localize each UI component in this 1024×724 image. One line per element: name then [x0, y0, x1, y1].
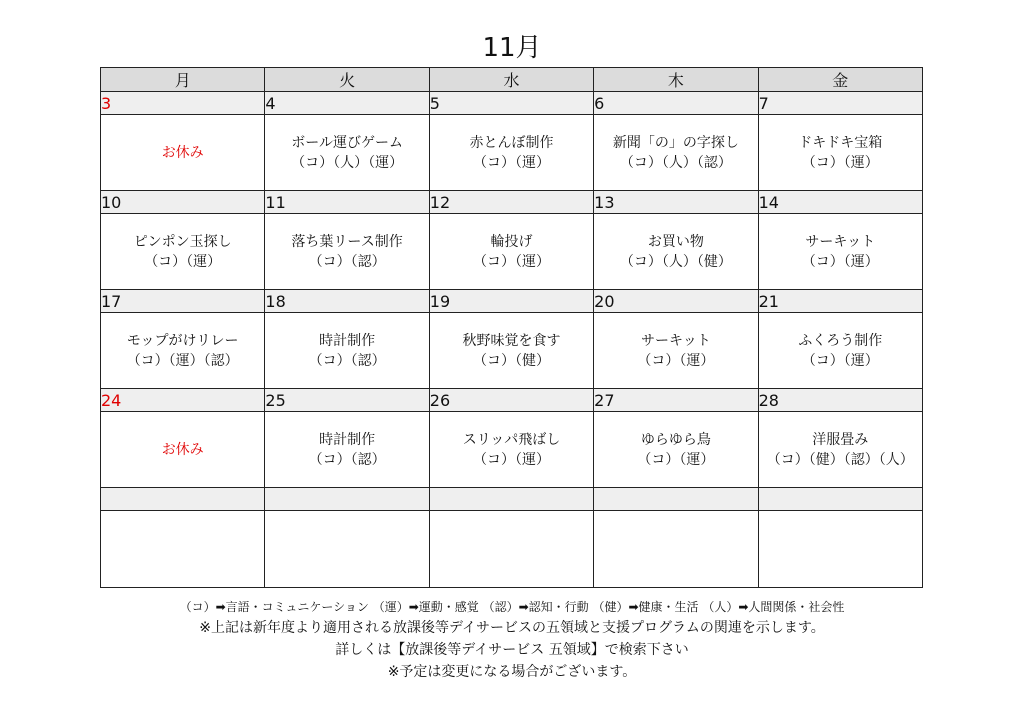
date-row — [101, 389, 923, 412]
date-cell: 21 — [758, 290, 922, 313]
activity-cell — [758, 115, 922, 191]
date-row-empty — [101, 488, 923, 511]
activity-name: ふくろう制作 — [798, 332, 883, 349]
activity-row — [101, 313, 923, 389]
activity-tags: （コ）（運） — [801, 352, 879, 369]
activity-cell — [594, 412, 758, 488]
activity-tags: （コ）（認） — [308, 352, 386, 369]
weekday-fri: 金 — [758, 68, 922, 92]
activity-cell — [594, 214, 758, 290]
date-cell: 4 — [265, 92, 429, 115]
activity-tags: （コ）（人）（健） — [619, 253, 732, 270]
date-cell: 17 — [101, 290, 265, 313]
note-line: ※上記は新年度より適用される放課後等デイサービスの五領域と支援プログラムの関連を示します。 — [199, 620, 825, 636]
date-cell: 12 — [429, 191, 593, 214]
activity-name: お休み — [161, 144, 204, 161]
weekday-header-row — [101, 68, 923, 92]
activity-cell — [429, 313, 593, 389]
activity-cell — [594, 313, 758, 389]
date-cell: 13 — [594, 191, 758, 214]
activity-cell — [101, 313, 265, 389]
date-cell: 14 — [758, 191, 922, 214]
activity-cell — [101, 115, 265, 191]
activity-name: 時計制作 — [319, 332, 376, 349]
activity-tags: （コ）（運） — [637, 352, 715, 369]
activity-name: 輪投げ — [490, 233, 533, 250]
activity-cell — [101, 412, 265, 488]
activity-name: サーキット — [805, 233, 876, 250]
activity-tags: （コ）（運） — [801, 154, 879, 171]
activity-tags: （コ）（運） — [472, 253, 550, 270]
date-cell: 27 — [594, 389, 758, 412]
activity-name: お買い物 — [647, 233, 704, 250]
weekday-tue: 火 — [265, 68, 429, 92]
activity-row — [101, 412, 923, 488]
activity-name: モップがけリレー — [126, 332, 239, 349]
activity-tags: （コ）（運） — [801, 253, 879, 270]
activity-tags: （コ）（人）（運） — [291, 154, 404, 171]
date-row — [101, 290, 923, 313]
date-cell: 25 — [265, 389, 429, 412]
activity-tags: （コ）（運） — [472, 154, 550, 171]
activity-tags: （コ）（運）（認） — [126, 352, 239, 369]
activity-cell — [265, 115, 429, 191]
activity-tags: （コ）（認） — [308, 253, 386, 270]
activity-row-empty — [101, 511, 923, 588]
weekday-wed: 水 — [429, 68, 593, 92]
date-cell: 28 — [758, 389, 922, 412]
activity-cell — [265, 412, 429, 488]
activity-name: サーキット — [641, 332, 711, 349]
activity-name: ゆらゆら鳥 — [640, 431, 711, 448]
activity-cell — [758, 412, 922, 488]
activity-cell — [758, 214, 922, 290]
activity-row — [101, 115, 923, 191]
activity-tags: （コ）（健）（認）（人） — [766, 451, 914, 468]
note-line: ※予定は変更になる場合がございます。 — [387, 664, 637, 680]
activity-tags: （コ）（健） — [472, 352, 550, 369]
footer-notes — [0, 597, 1024, 683]
date-row — [101, 92, 923, 115]
activity-tags: （コ）（認） — [308, 451, 386, 468]
activity-cell — [429, 115, 593, 191]
activity-name: ピンポン玉探し — [133, 233, 232, 250]
activity-cell — [758, 313, 922, 389]
activity-name: お休み — [161, 441, 204, 458]
calendar-table — [100, 67, 923, 588]
activity-cell — [265, 313, 429, 389]
note-line: 詳しくは【放課後等デイサービス 五領域】で検索下さい — [335, 642, 689, 658]
date-cell: 24 — [101, 389, 265, 412]
date-cell: 11 — [265, 191, 429, 214]
date-cell: 3 — [101, 92, 265, 115]
activity-cell — [594, 115, 758, 191]
activity-tags: （コ）（運） — [637, 451, 715, 468]
activity-tags: （コ）（運） — [144, 253, 222, 270]
activity-tags: （コ）（運） — [472, 451, 550, 468]
activity-name: 落ち葉リース制作 — [291, 233, 403, 250]
activity-name: 洋服畳み — [812, 431, 869, 448]
date-cell: 6 — [594, 92, 758, 115]
date-cell: 26 — [429, 389, 593, 412]
activity-name: 時計制作 — [319, 431, 376, 448]
weekday-thu: 木 — [594, 68, 758, 92]
activity-cell — [429, 214, 593, 290]
date-cell: 7 — [758, 92, 922, 115]
date-cell: 20 — [594, 290, 758, 313]
date-cell: 10 — [101, 191, 265, 214]
activity-cell — [101, 214, 265, 290]
activity-cell — [429, 412, 593, 488]
weekday-mon: 月 — [101, 68, 265, 92]
activity-name: 秋野味覚を食す — [462, 332, 561, 349]
activity-name: 新聞「の」の字探し — [612, 134, 739, 151]
activity-tags: （コ）（人）（認） — [619, 154, 732, 171]
legend-text: （コ）➡言語・コミュニケーション （運）➡運動・感覚 （認）➡認知・行動 （健）➡健康・生活 （人）➡人間関係・社会性 — [179, 600, 845, 614]
date-cell: 18 — [265, 290, 429, 313]
date-row — [101, 191, 923, 214]
activity-name: ボール運びゲーム — [291, 134, 403, 151]
date-cell: 5 — [429, 92, 593, 115]
calendar-title: 11月 — [482, 33, 542, 63]
activity-name: ドキドキ宝箱 — [798, 134, 883, 151]
activity-row — [101, 214, 923, 290]
activity-cell — [265, 214, 429, 290]
date-cell: 19 — [429, 290, 593, 313]
activity-name: スリッパ飛ばし — [462, 431, 561, 448]
activity-name: 赤とんぼ制作 — [469, 134, 554, 151]
